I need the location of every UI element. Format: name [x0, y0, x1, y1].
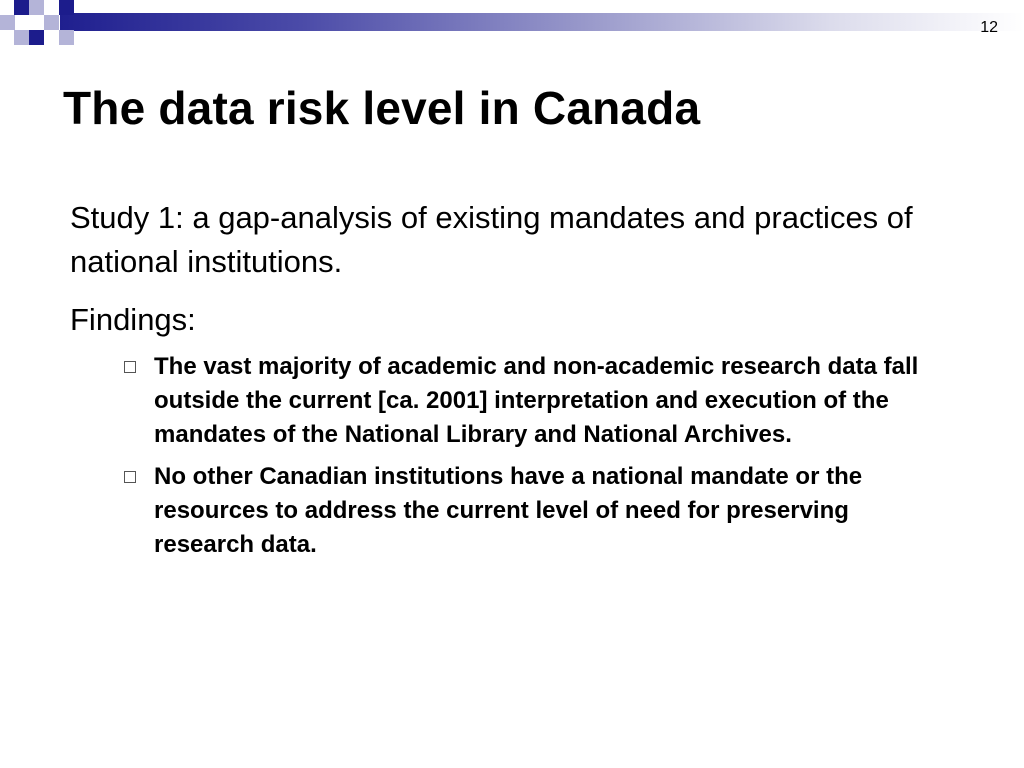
decor-square — [0, 15, 15, 30]
bullet-text: No other Canadian institutions have a national mandate or the resources to address the current level of need for preserving research data. — [154, 463, 863, 558]
bullet-text: The vast majority of academic and non-academic research data fall outside the current [ca. 2001] interpretation and execution of the mandates of the National Library and National Archives. — [154, 353, 919, 448]
decor-square — [44, 15, 59, 30]
decor-square — [29, 30, 44, 45]
decor-square — [14, 30, 29, 45]
decor-square — [29, 0, 44, 15]
header-gradient-bar — [60, 13, 1024, 31]
slide-body — [70, 196, 950, 570]
decor-square — [14, 0, 29, 15]
findings-list — [70, 350, 950, 562]
header-decoration — [0, 0, 1024, 44]
list-item — [124, 350, 944, 452]
square-bullet-icon — [124, 361, 136, 373]
decor-square — [59, 30, 74, 45]
list-item — [124, 460, 944, 562]
findings-label: Findings: — [70, 302, 196, 337]
slide-title: The data risk level in Canada — [63, 82, 701, 134]
square-bullet-icon — [124, 471, 136, 483]
study-description: Study 1: a gap-analysis of existing mandates and practices of national institutions. — [70, 200, 913, 279]
decor-square — [59, 0, 74, 15]
page-number: 12 — [980, 19, 998, 36]
